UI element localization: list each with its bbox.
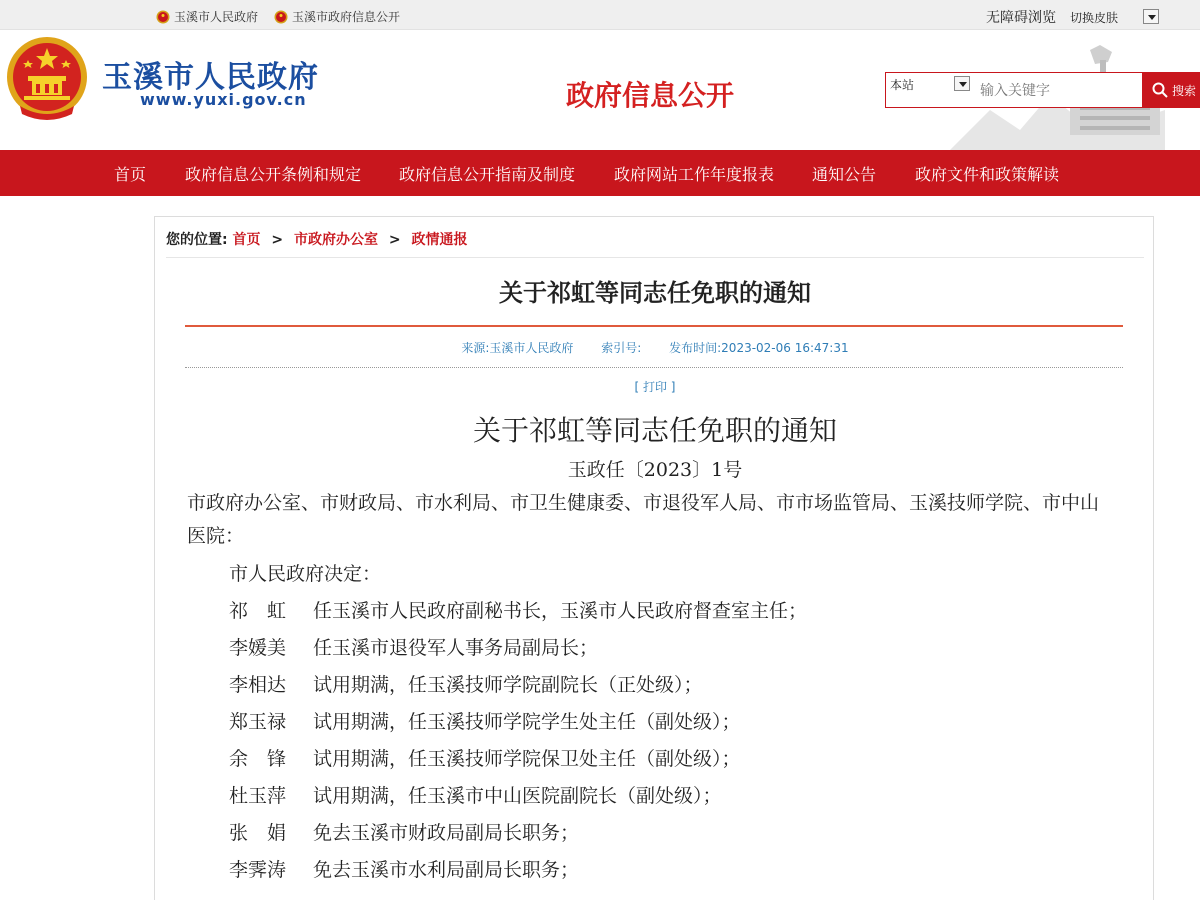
appointment-text: 免去玉溪市水利局副局长职务； bbox=[313, 859, 580, 881]
appointee-name: 郑玉禄 bbox=[229, 711, 287, 733]
appointment-row bbox=[229, 781, 722, 808]
skin-switch-label[interactable]: 切换皮肤 bbox=[1070, 11, 1119, 25]
top-link-label: 玉溪市政府信息公开 bbox=[292, 10, 401, 24]
section-title: 政府信息公开 bbox=[566, 79, 735, 112]
nav-item-regulations[interactable]: 政府信息公开条例和规定 bbox=[185, 165, 362, 184]
article-meta bbox=[155, 339, 1155, 356]
breadcrumb-home[interactable]: 首页 bbox=[232, 232, 261, 248]
skin-dropdown-arrow-icon[interactable] bbox=[1143, 9, 1159, 24]
search-button-label: 搜索 bbox=[1172, 83, 1197, 98]
search-icon bbox=[1152, 82, 1168, 98]
appointment-row bbox=[229, 670, 703, 697]
document-number: 玉政任〔2023〕1号 bbox=[567, 459, 743, 481]
appointee-name: 李相达 bbox=[229, 674, 287, 696]
document-decision-intro: 市人民政府决定： bbox=[229, 563, 382, 585]
search-box bbox=[885, 72, 1145, 108]
document-recipients: 市政府办公室、市财政局、市水利局、市卫生健康委、市退役军人局、市市场监管局、玉溪技师学院、市中山医院： bbox=[187, 492, 1100, 547]
article-container bbox=[154, 216, 1154, 900]
nav-item-guide[interactable]: 政府信息公开指南及制度 bbox=[399, 165, 576, 184]
search-input[interactable] bbox=[980, 79, 1140, 103]
appointment-text: 试用期满，任玉溪技师学院学生处主任（副处级）； bbox=[313, 711, 741, 733]
article-source: 来源:玉溪市人民政府 bbox=[461, 341, 574, 355]
search-scope-select[interactable]: 本站 bbox=[890, 78, 915, 92]
appointee-name: 张 娟 bbox=[229, 822, 287, 844]
article-publish-time: 发布时间:2023-02-06 16:47:31 bbox=[669, 341, 849, 355]
breadcrumb-label: 您的位置: bbox=[166, 232, 228, 248]
appointment-text: 任玉溪市退役军人事务局副局长； bbox=[313, 637, 599, 659]
appointment-row bbox=[229, 855, 579, 882]
breadcrumb-office[interactable]: 市政府办公室 bbox=[293, 232, 378, 248]
top-utility-bar bbox=[0, 0, 1200, 30]
print-link[interactable]: [ 打印 ] bbox=[634, 380, 676, 394]
divider bbox=[166, 257, 1144, 258]
national-emblem-icon bbox=[156, 10, 170, 24]
accessibility-link[interactable]: 无障碍浏览 bbox=[986, 10, 1056, 26]
title-underline bbox=[185, 325, 1123, 327]
appointment-text: 试用期满，任玉溪技师学院保卫处主任（副处级）； bbox=[313, 748, 741, 770]
nav-item-notices[interactable]: 通知公告 bbox=[812, 165, 877, 184]
site-header bbox=[0, 30, 1200, 150]
appointment-row bbox=[229, 633, 598, 660]
document-title: 关于祁虹等同志任免职的通知 bbox=[472, 414, 837, 447]
nav-item-policy-docs[interactable]: 政府文件和政策解读 bbox=[915, 165, 1060, 184]
scope-dropdown-arrow-icon[interactable] bbox=[954, 76, 970, 91]
search-button[interactable] bbox=[1142, 72, 1200, 108]
meta-divider bbox=[185, 367, 1123, 368]
article-index-number: 索引号: bbox=[601, 341, 642, 355]
appointment-text: 试用期满，任玉溪市中山医院副院长（副处级）； bbox=[313, 785, 722, 807]
appointee-name: 余 锋 bbox=[229, 748, 287, 770]
site-url: www.yuxi.gov.cn bbox=[140, 90, 307, 109]
breadcrumb-bulletin[interactable]: 政情通报 bbox=[411, 232, 468, 248]
appointment-text: 任玉溪市人民政府副秘书长，玉溪市人民政府督查室主任； bbox=[313, 600, 808, 622]
appointee-name: 李媛美 bbox=[229, 637, 287, 659]
breadcrumb bbox=[166, 229, 467, 249]
appointee-name: 李霁涛 bbox=[229, 859, 287, 881]
main-nav bbox=[0, 150, 1200, 196]
appointment-row bbox=[229, 744, 741, 771]
national-emblem-icon bbox=[274, 10, 288, 24]
top-link-city-government[interactable] bbox=[156, 8, 258, 25]
article-title: 关于祁虹等同志任免职的通知 bbox=[499, 279, 811, 307]
appointee-name: 祁 虹 bbox=[229, 600, 287, 622]
breadcrumb-separator: > bbox=[388, 232, 401, 248]
appointment-text: 免去玉溪市财政局副局长职务； bbox=[313, 822, 580, 844]
appointment-row bbox=[229, 596, 807, 623]
breadcrumb-separator: > bbox=[271, 232, 284, 248]
top-link-info-disclosure[interactable] bbox=[274, 8, 400, 25]
appointee-name: 杜玉萍 bbox=[229, 785, 287, 807]
site-name: 玉溪市人民政府 bbox=[102, 60, 319, 95]
nav-item-home[interactable]: 首页 bbox=[114, 165, 147, 184]
appointment-row bbox=[229, 818, 579, 845]
nav-item-annual-report[interactable]: 政府网站工作年度报表 bbox=[614, 165, 775, 184]
top-link-label: 玉溪市人民政府 bbox=[174, 10, 259, 24]
appointment-row bbox=[229, 707, 741, 734]
appointment-text: 试用期满，任玉溪技师学院副院长（正处级）； bbox=[313, 674, 703, 696]
national-emblem-logo bbox=[6, 36, 88, 122]
